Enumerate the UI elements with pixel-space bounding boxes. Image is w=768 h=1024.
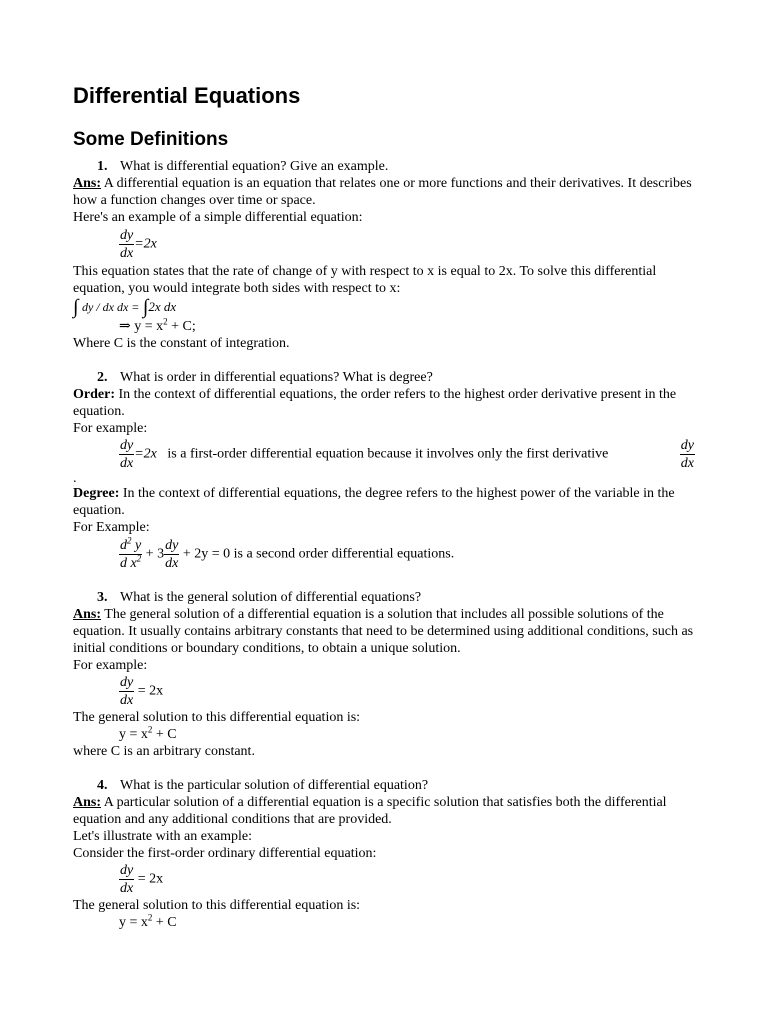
for-example-label: For example: bbox=[73, 658, 148, 673]
constant-note: Where C is the constant of integration. bbox=[73, 336, 290, 351]
first-order-example: $\frac{dy}{dx}$ =2x is a first-order differential equation because it involves only the first derivative $\frac{dy}{dx}$ bbox=[120, 438, 694, 471]
degree-definition: Degree: In the context of differential equations, the degree refers to the highest power of the variable in the equation. bbox=[73, 486, 675, 518]
order-definition: Order: In the context of differential equations, the order refers to the highest order derivative present in the equation. bbox=[73, 387, 677, 419]
answer-3: Ans: The general solution of a differential equation is a solution that includes all possible solutions of the equation. It usually contains arbitrary constants that need to be determined using additional conditions, such as initial conditions or boundary conditions, to obtain a unique solution. bbox=[73, 607, 694, 656]
integral-result: ⇒ $y = x^2 + C$; bbox=[119, 316, 196, 334]
illustrate-text: Let's illustrate with an example: bbox=[73, 829, 253, 844]
page-title: Differential Equations bbox=[73, 83, 301, 108]
general-solution-text: The general solution to this differential equation is: bbox=[73, 710, 361, 725]
equation-dy-dx-2x: $\frac{dy}{dx}$ =2x bbox=[120, 228, 157, 261]
equation-dy-dx-2x: $\frac{dy}{dx}$ = 2x bbox=[120, 863, 164, 896]
equation-dy-dx-2x: $\frac{dy}{dx}$ = 2x bbox=[120, 675, 164, 708]
question-number: 1. bbox=[97, 159, 108, 174]
general-solution: $y = x^2 + C$ bbox=[119, 912, 177, 930]
answer-1: Ans: A differential equation is an equation that relates one or more functions and their derivatives. It describes how a function changes over time or space. bbox=[73, 176, 692, 208]
for-example-label: For Example: bbox=[73, 520, 150, 535]
general-solution-text: The general solution to this differential equation is: bbox=[73, 898, 361, 913]
for-example-label: For example: bbox=[73, 421, 148, 436]
ans-label: Ans: bbox=[73, 795, 102, 810]
answer-4: Ans: A particular solution of a differential equation is a specific solution that satisfies both the differential equation and any additional conditions that are provided. bbox=[73, 795, 667, 827]
integral-equation: ∫ dy / dx dx = ∫2x dx bbox=[73, 296, 177, 318]
consider-text: Consider the first-order ordinary differential equation: bbox=[73, 846, 377, 861]
ans-label: Ans: bbox=[73, 176, 102, 191]
question-number: 4. bbox=[97, 778, 108, 793]
general-solution: $y = x^2 + C$ bbox=[119, 724, 177, 742]
question-number: 2. bbox=[97, 370, 108, 385]
question-2: 2. What is order in differential equations? What is degree? bbox=[97, 370, 433, 385]
period: . bbox=[73, 471, 77, 486]
question-1: 1. What is differential equation? Give an example. bbox=[97, 159, 389, 174]
order-label: Order: bbox=[73, 387, 115, 402]
section-heading: Some Definitions bbox=[73, 129, 229, 150]
explanation-text: This equation states that the rate of change of y with respect to x is equal to 2x. To solve this differential equation, you would integrate both sides with respect to x: bbox=[73, 264, 657, 296]
question-3: 3. What is the general solution of differential equations? bbox=[97, 590, 422, 605]
ans-label: Ans: bbox=[73, 607, 102, 622]
constant-note: where C is an arbitrary constant. bbox=[73, 744, 255, 759]
degree-label: Degree: bbox=[73, 486, 120, 501]
question-4: 4. What is the particular solution of differential equation? bbox=[97, 778, 429, 793]
example-intro: Here's an example of a simple differential equation: bbox=[73, 210, 363, 225]
second-order-example: $\frac{d^2 y}{d x^2}$ + 3 $\frac{dy}{dx}$ + 2y = 0 is a second order differential equations. bbox=[120, 535, 455, 571]
question-number: 3. bbox=[97, 590, 108, 605]
document-page bbox=[73, 82, 695, 931]
